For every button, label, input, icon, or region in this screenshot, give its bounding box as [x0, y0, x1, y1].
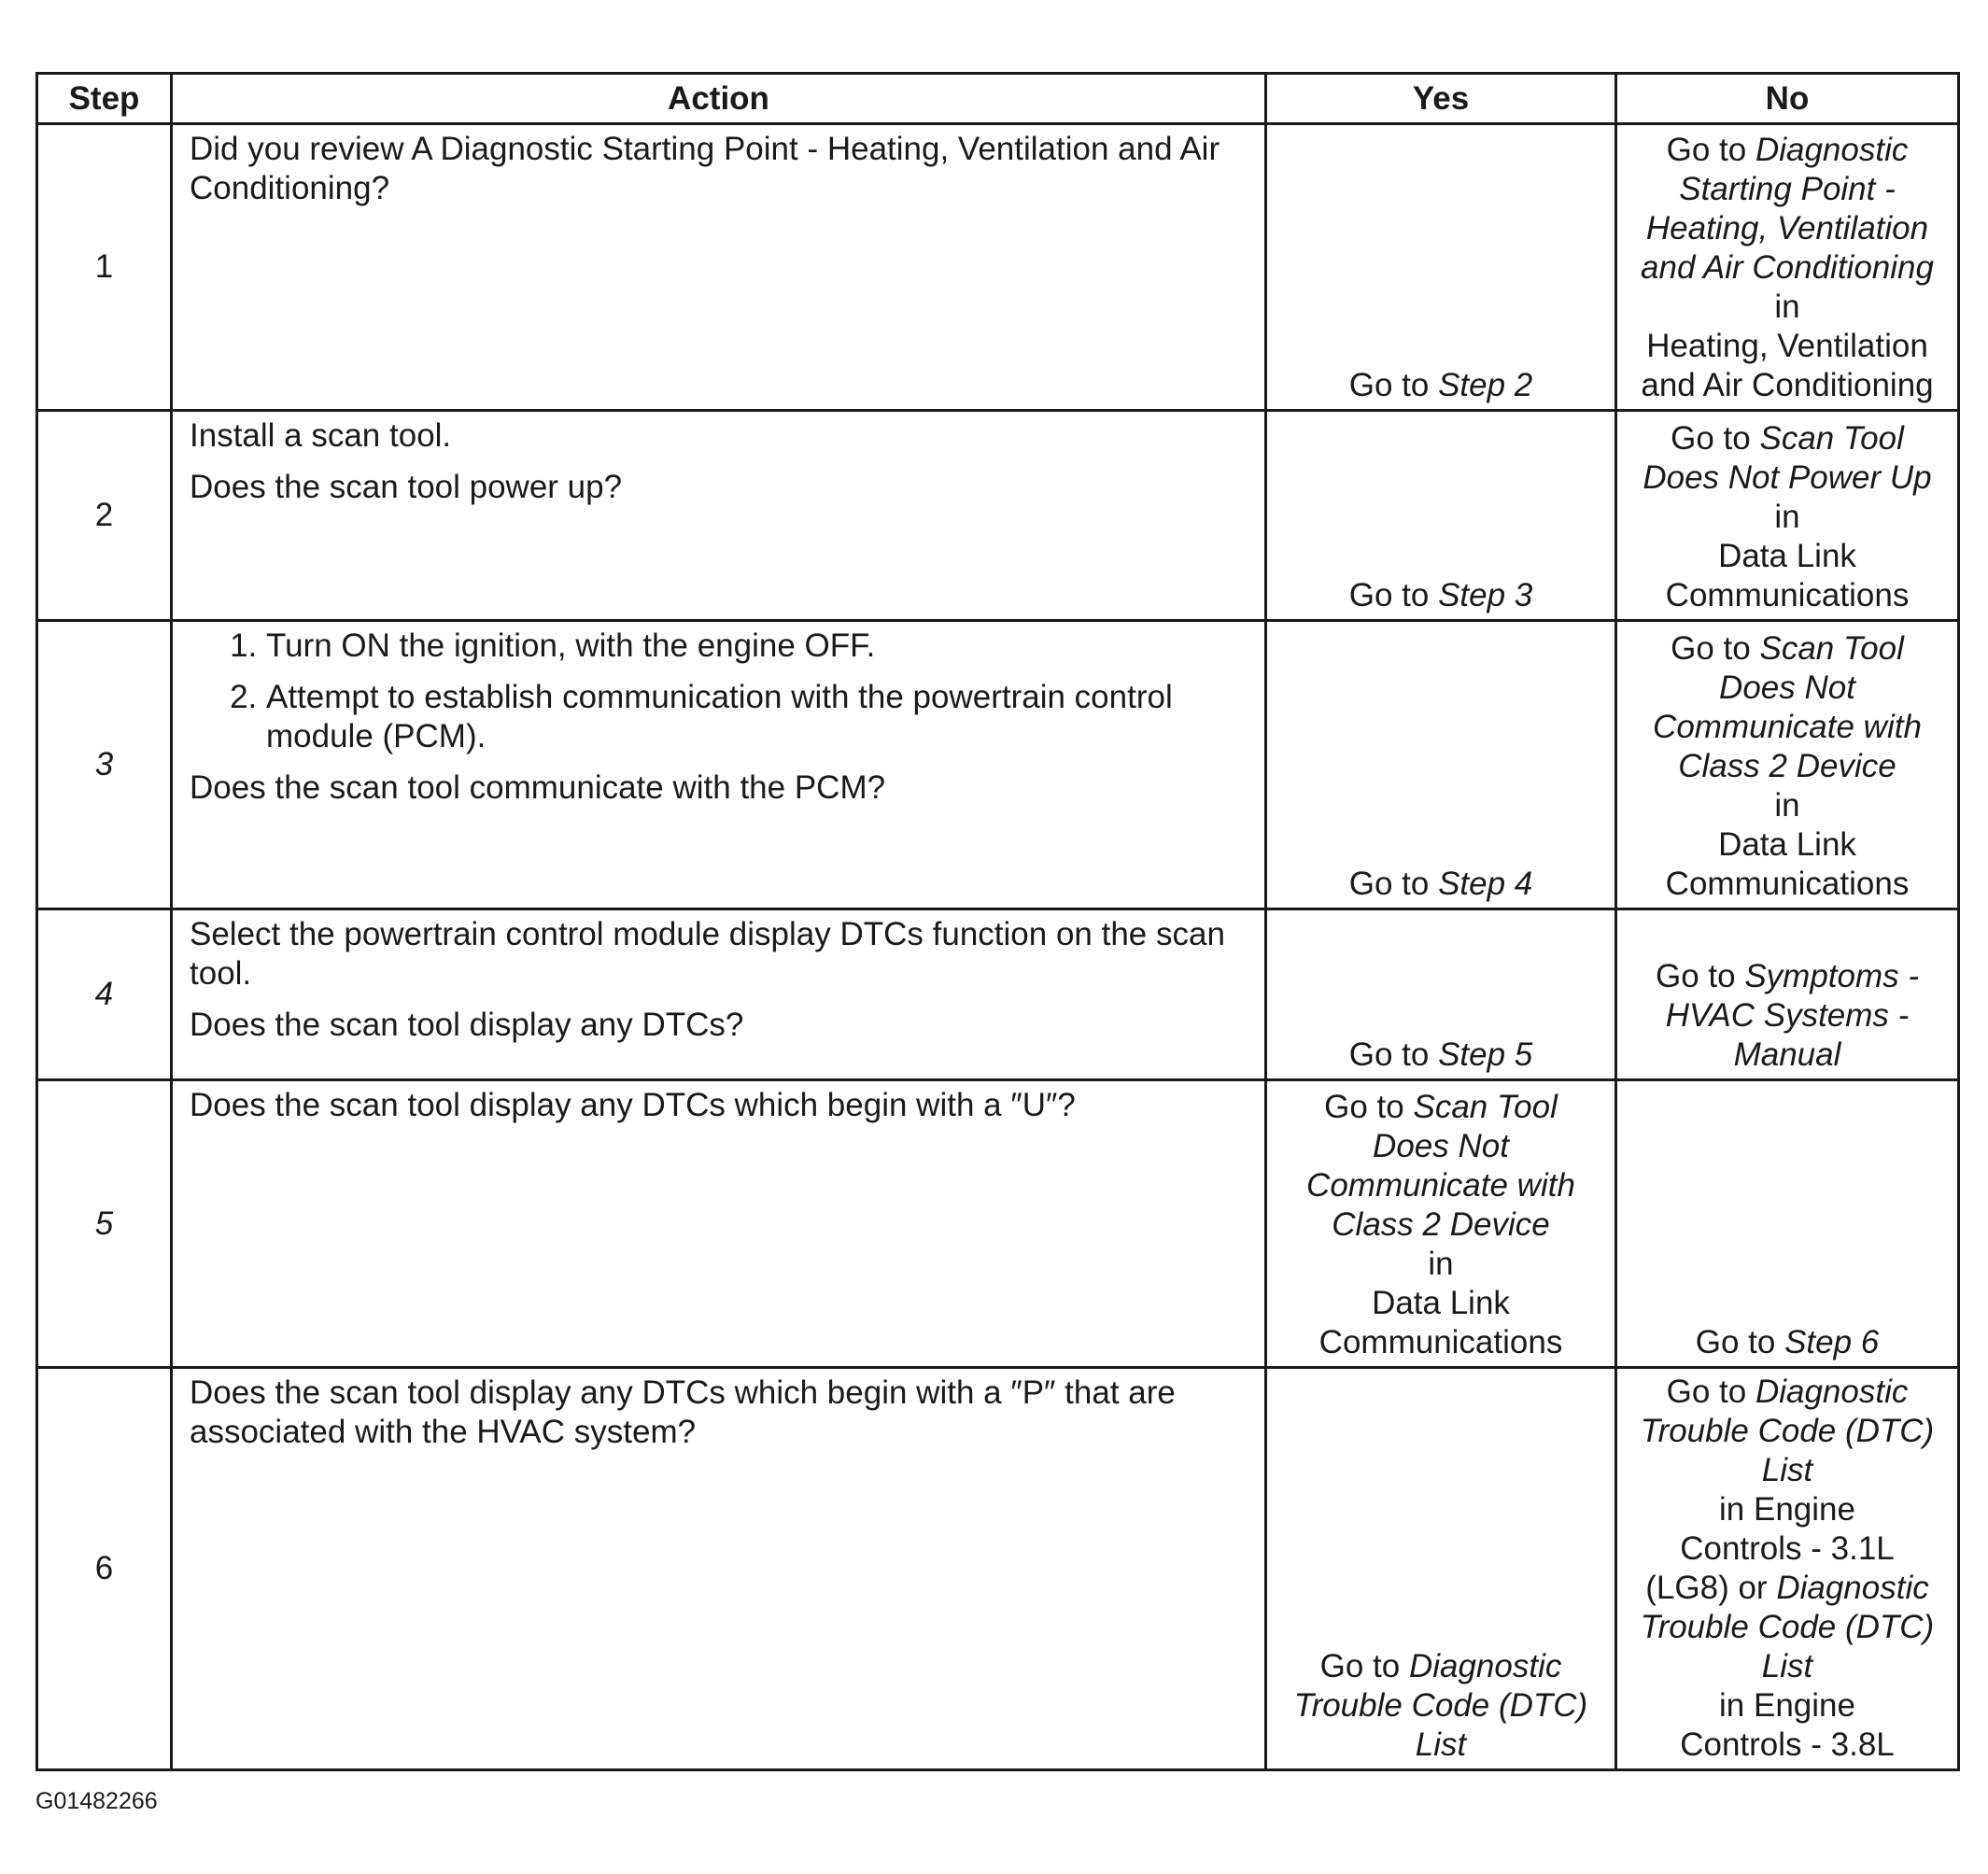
no-link[interactable]: List: [1761, 1452, 1813, 1488]
action-cell: [172, 411, 1266, 621]
yes-text: Communications: [1318, 1324, 1563, 1360]
no-link[interactable]: HVAC Systems -: [1665, 997, 1910, 1034]
no-link[interactable]: Starting Point -: [1679, 171, 1896, 207]
no-link[interactable]: Trouble Code (DTC): [1640, 1609, 1935, 1645]
yes-cell[interactable]: [1266, 411, 1616, 621]
no-link[interactable]: Scan Tool: [1759, 630, 1904, 667]
no-cell[interactable]: [1616, 124, 1959, 411]
header-step: Step: [37, 74, 172, 124]
step-number: 1: [37, 124, 172, 411]
action-cell: [172, 1080, 1266, 1368]
no-text: Controls - 3.1L: [1680, 1530, 1895, 1567]
no-text: in Engine: [1719, 1687, 1855, 1724]
no-text: in: [1774, 499, 1800, 535]
action-question: Does the scan tool communicate with the PCM?: [190, 769, 886, 806]
yes-link[interactable]: List: [1415, 1726, 1467, 1763]
yes-link[interactable]: Scan Tool: [1413, 1089, 1558, 1125]
no-link[interactable]: Does Not: [1719, 669, 1855, 706]
action-question: Does the scan tool display any DTCs?: [190, 1007, 744, 1043]
no-prefix: Go to: [1695, 1324, 1785, 1360]
action-text: Does the scan tool display any DTCs which begin with a ″U″?: [190, 1087, 1076, 1123]
yes-cell[interactable]: [1266, 909, 1616, 1080]
yes-link[interactable]: Communicate with: [1306, 1167, 1575, 1204]
no-text: Communications: [1665, 577, 1910, 613]
table-row: [37, 909, 1959, 1080]
list-item: 2. Attempt to establish communication with the powertrain control module (PCM).: [266, 678, 1249, 756]
no-text: Communications: [1665, 866, 1910, 902]
no-link[interactable]: Diagnostic: [1776, 1570, 1929, 1606]
yes-prefix: Go to: [1348, 866, 1439, 902]
action-text: Did you review A Diagnostic Starting Point - Heating, Ventilation and Air Conditioning?: [190, 131, 1220, 206]
action-cell: [172, 621, 1266, 909]
yes-prefix: Go to: [1348, 577, 1439, 613]
yes-link[interactable]: Step 5: [1438, 1036, 1533, 1073]
table-row: [37, 411, 1959, 621]
no-link[interactable]: Trouble Code (DTC): [1640, 1413, 1935, 1449]
yes-cell[interactable]: [1266, 1368, 1616, 1770]
no-link[interactable]: Class 2 Device: [1678, 748, 1896, 784]
step-number: 2: [37, 411, 172, 621]
yes-link[interactable]: Class 2 Device: [1332, 1206, 1550, 1243]
no-text: Controls - 3.8L: [1680, 1726, 1895, 1763]
diagnostic-table: [35, 72, 1960, 1771]
no-link[interactable]: Symptoms -: [1744, 958, 1920, 994]
yes-prefix: Go to: [1324, 1089, 1414, 1125]
no-text: in Engine: [1719, 1491, 1855, 1528]
no-link[interactable]: Diagnostic: [1755, 1374, 1909, 1410]
yes-link[interactable]: Step 2: [1438, 367, 1533, 403]
yes-prefix: Go to: [1348, 367, 1439, 403]
step-number: 6: [37, 1368, 172, 1770]
yes-text: in: [1428, 1246, 1454, 1282]
action-cell: [172, 124, 1266, 411]
action-steps-list: [190, 627, 1249, 756]
yes-text: Data Link: [1372, 1285, 1510, 1321]
yes-link[interactable]: Step 4: [1438, 866, 1533, 902]
table-row: [37, 621, 1959, 909]
no-text: and Air Conditioning: [1641, 367, 1934, 403]
action-question: Does the scan tool power up?: [190, 469, 623, 505]
yes-link[interactable]: Does Not: [1373, 1128, 1509, 1164]
no-text: Heating, Ventilation: [1646, 328, 1928, 364]
no-link[interactable]: Does Not Power Up: [1643, 459, 1932, 496]
action-cell: [172, 1368, 1266, 1770]
action-text: Select the powertrain control module display DTCs function on the scan tool.: [190, 916, 1225, 992]
header-no: No: [1616, 74, 1959, 124]
no-cell[interactable]: [1616, 909, 1959, 1080]
yes-cell[interactable]: [1266, 1080, 1616, 1368]
no-prefix: Go to: [1666, 1374, 1755, 1410]
no-prefix: Go to: [1671, 420, 1760, 457]
no-cell[interactable]: [1616, 1368, 1959, 1770]
header-yes: Yes: [1266, 74, 1616, 124]
no-link[interactable]: Manual: [1733, 1036, 1841, 1073]
no-prefix: Go to: [1655, 958, 1745, 994]
yes-link[interactable]: Diagnostic: [1408, 1648, 1562, 1684]
table-row: [37, 1080, 1959, 1368]
no-link[interactable]: Scan Tool: [1759, 420, 1904, 457]
no-cell[interactable]: [1616, 1080, 1959, 1368]
yes-prefix: Go to: [1319, 1648, 1409, 1684]
no-link[interactable]: List: [1761, 1648, 1813, 1684]
no-cell[interactable]: [1616, 411, 1959, 621]
step-number: 5: [37, 1080, 172, 1368]
table-row: [37, 124, 1959, 411]
figure-id: G01482266: [35, 1788, 158, 1814]
no-link[interactable]: Communicate with: [1653, 709, 1922, 745]
step-number: 3: [37, 621, 172, 909]
header-row: [37, 74, 1959, 124]
no-link[interactable]: Heating, Ventilation: [1645, 210, 1929, 247]
no-link[interactable]: Step 6: [1784, 1324, 1880, 1360]
no-text: Data Link: [1718, 538, 1856, 574]
yes-cell[interactable]: [1266, 621, 1616, 909]
yes-prefix: Go to: [1348, 1036, 1439, 1073]
no-cell[interactable]: [1616, 621, 1959, 909]
action-text: Does the scan tool display any DTCs which begin with a ″P″ that are associated with the HVAC system?: [190, 1374, 1176, 1450]
no-text: (LG8) or: [1645, 1570, 1777, 1606]
table-row: [37, 1368, 1959, 1770]
yes-link[interactable]: Trouble Code (DTC): [1293, 1687, 1588, 1724]
action-text: Install a scan tool.: [190, 417, 452, 454]
no-prefix: Go to: [1671, 630, 1760, 667]
action-cell: [172, 909, 1266, 1080]
list-item: 1. Turn ON the ignition, with the engine OFF.: [266, 627, 1249, 666]
no-text: Data Link: [1718, 826, 1856, 863]
no-text: in: [1774, 787, 1800, 824]
header-action: Action: [172, 74, 1266, 124]
no-text: in: [1774, 289, 1800, 325]
no-link[interactable]: and Air Conditioning: [1641, 249, 1934, 286]
yes-cell[interactable]: [1266, 124, 1616, 411]
step-number: 4: [37, 909, 172, 1080]
no-prefix: Go to: [1666, 132, 1755, 168]
no-link[interactable]: Diagnostic: [1755, 132, 1909, 168]
yes-link[interactable]: Step 3: [1438, 577, 1533, 613]
